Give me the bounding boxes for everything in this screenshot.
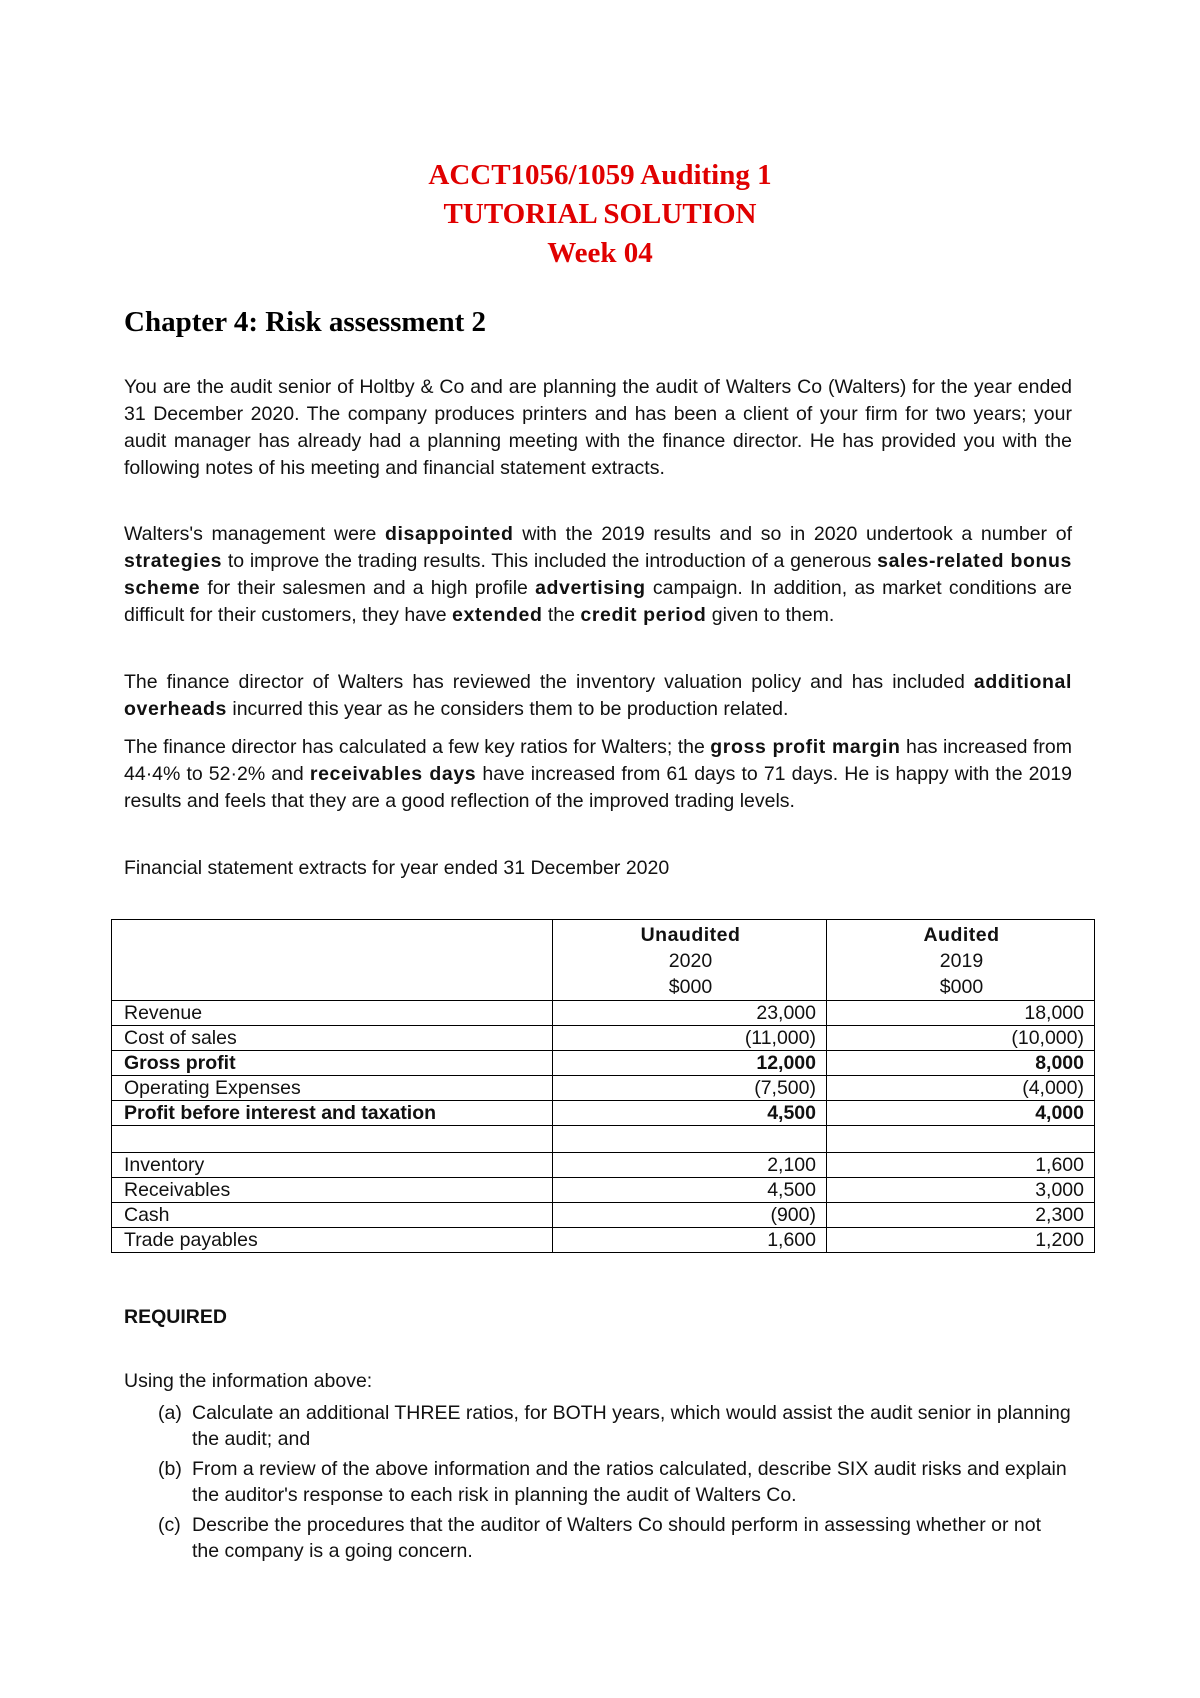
row-label: Trade payables — [112, 1228, 553, 1253]
paragraph-inventory — [124, 669, 1072, 723]
value-2020: 2,100 — [553, 1153, 827, 1178]
doc-type: TUTORIAL SOLUTION — [443, 198, 757, 230]
question-label: (c) — [158, 1514, 181, 1536]
table-row — [112, 1203, 1095, 1228]
col-year: 2020 — [668, 950, 713, 972]
row-label: Receivables — [112, 1178, 553, 1203]
question-text: Calculate an additional THREE ratios, for BOTH years, which would assist the audit senior in planning the audit; and — [192, 1402, 1071, 1450]
chapter-title: Chapter 4: Risk assessment 2 — [124, 306, 486, 338]
value-2019: 1,600 — [827, 1153, 1095, 1178]
table-row — [112, 1076, 1095, 1101]
paragraph-strategies — [124, 521, 1072, 629]
table-row — [112, 1026, 1095, 1051]
title-block — [0, 156, 1200, 273]
value-2019: 1,200 — [827, 1228, 1095, 1253]
question-label: (b) — [158, 1458, 182, 1480]
row-label: Cost of sales — [112, 1026, 553, 1051]
table-row-blank — [112, 1126, 1095, 1153]
value-2020: 12,000 — [553, 1051, 827, 1076]
value-2020 — [553, 1126, 827, 1153]
table-row — [112, 1101, 1095, 1126]
value-2020: (900) — [553, 1203, 827, 1228]
bold-term: gross profit margin — [710, 736, 901, 758]
table-row — [112, 1051, 1095, 1076]
bold-term: credit period — [580, 604, 707, 626]
col-unit: $000 — [668, 976, 713, 998]
bold-term: sales-related bonus scheme — [124, 550, 1073, 599]
paragraph-intro: You are the audit senior of Holtby & Co and are planning the audit of Walters Co (Walters) for the year ended 31 December 2020. The company produces printers and has been a client of your firm for two years; your audit manager has already had a planning meeting with the finance director. He has provided you with the following notes of his meeting and financial statement extracts. — [124, 376, 1072, 479]
text-span: has increased from 44·4% to 52·2% and — [124, 736, 1072, 785]
value-2019: 4,000 — [827, 1101, 1095, 1126]
col-title: Audited — [923, 924, 1000, 946]
text-span: for their salesmen and a high profile — [200, 577, 536, 599]
list-item — [124, 1456, 1084, 1508]
table-row — [112, 1153, 1095, 1178]
question-list — [124, 1400, 1084, 1568]
table-header-row — [112, 920, 1095, 1001]
using-instruction: Using the information above: — [124, 1370, 373, 1392]
text-span: The finance director has calculated a few key ratios for Walters; the — [124, 736, 711, 758]
table-row — [112, 1001, 1095, 1026]
bold-term: additional overheads — [124, 671, 1072, 720]
value-2019: 3,000 — [827, 1178, 1095, 1203]
text-span: with the 2019 results and so in 2020 undertook a number of — [513, 523, 1072, 545]
text-span: the — [542, 604, 581, 626]
row-label: Profit before interest and taxation — [112, 1101, 553, 1126]
question-label: (a) — [158, 1402, 182, 1424]
value-2020: 23,000 — [553, 1001, 827, 1026]
value-2020: 4,500 — [553, 1101, 827, 1126]
week-label: Week 04 — [547, 237, 653, 269]
row-label — [112, 1126, 553, 1153]
col-year: 2019 — [939, 950, 984, 972]
question-text: From a review of the above information and the ratios calculated, describe SIX audit risks and explain the auditor's response to each risk in planning the audit of Walters Co. — [192, 1458, 1067, 1506]
header-audited — [827, 920, 1095, 1001]
list-item — [124, 1512, 1084, 1564]
table-row — [112, 1178, 1095, 1203]
text-span: campaign. In addition, as market conditions are difficult for their customers, they have — [124, 577, 1072, 626]
value-2019: 2,300 — [827, 1203, 1095, 1228]
bold-term: receivables days — [309, 763, 477, 785]
value-2019: 18,000 — [827, 1001, 1095, 1026]
question-text: Describe the procedures that the auditor of Walters Co should perform in assessing whether or not the company is a going concern. — [192, 1514, 1042, 1562]
row-label: Gross profit — [112, 1051, 553, 1076]
text-span: Walters's management were — [124, 523, 385, 545]
table-caption: Financial statement extracts for year ended 31 December 2020 — [124, 857, 670, 879]
col-unit: $000 — [939, 976, 984, 998]
bold-term: advertising — [535, 577, 646, 599]
bold-term: extended — [452, 604, 543, 626]
required-heading: REQUIRED — [124, 1306, 227, 1328]
value-2019: (10,000) — [827, 1026, 1095, 1051]
text-span: given to them. — [706, 604, 835, 626]
course-title: ACCT1056/1059 Auditing 1 — [428, 159, 772, 191]
text-span: incurred this year as he considers them to be production related. — [226, 698, 789, 720]
value-2019 — [827, 1126, 1095, 1153]
text-span: have increased from 61 days to 71 days. He is happy with the 2019 results and feels that they are a good reflection of the improved trading levels. — [124, 763, 1073, 812]
value-2020: (11,000) — [553, 1026, 827, 1051]
value-2020: 1,600 — [553, 1228, 827, 1253]
text-span: to improve the trading results. This included the introduction of a generous — [222, 550, 878, 572]
row-label: Inventory — [112, 1153, 553, 1178]
text-span: The finance director of Walters has reviewed the inventory valuation policy and has included — [124, 671, 974, 693]
bold-term: strategies — [124, 550, 223, 572]
col-title: Unaudited — [640, 924, 741, 946]
row-label: Revenue — [112, 1001, 553, 1026]
header-unaudited — [553, 920, 827, 1001]
row-label: Cash — [112, 1203, 553, 1228]
value-2019: (4,000) — [827, 1076, 1095, 1101]
value-2020: (7,500) — [553, 1076, 827, 1101]
value-2019: 8,000 — [827, 1051, 1095, 1076]
table-row — [112, 1228, 1095, 1253]
bold-term: disappointed — [384, 523, 514, 545]
list-item — [124, 1400, 1084, 1452]
header-blank-cell — [112, 920, 553, 1001]
row-label: Operating Expenses — [112, 1076, 553, 1101]
paragraph-ratios — [124, 734, 1072, 815]
financial-statement-table — [111, 919, 1095, 1253]
value-2020: 4,500 — [553, 1178, 827, 1203]
